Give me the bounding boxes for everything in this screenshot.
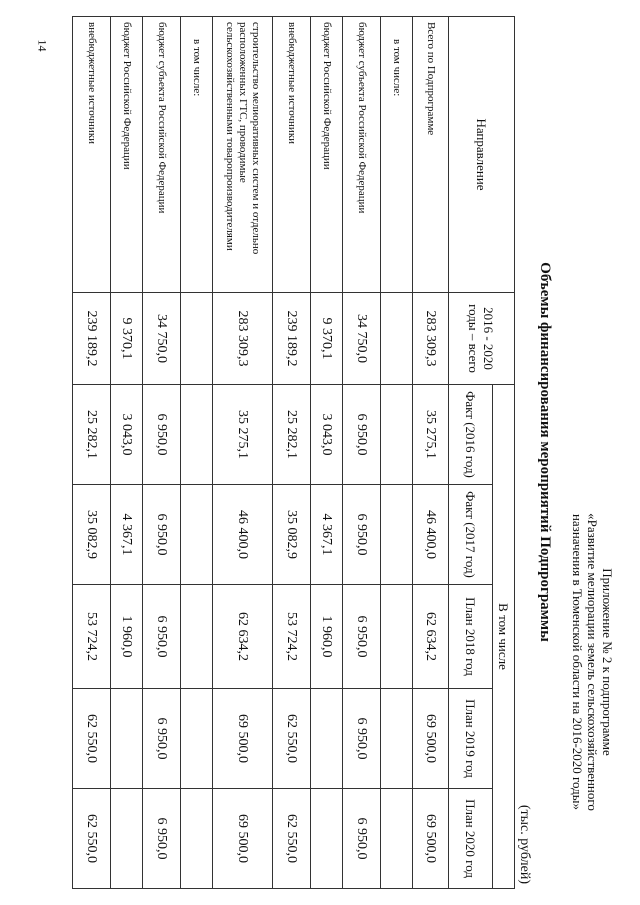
header-direction: Направление xyxy=(449,17,515,293)
cell-2020: 6 950,0 xyxy=(143,789,181,889)
table-row xyxy=(73,17,111,889)
cell-2019: 62 550,0 xyxy=(73,689,111,789)
row-label: в том числе: xyxy=(381,17,413,293)
cell-2017 xyxy=(381,485,413,585)
cell-2019 xyxy=(381,689,413,789)
row-label: бюджет Российской Федерации xyxy=(311,17,343,293)
row-label: внебюджетные источники xyxy=(273,17,311,293)
cell-2017: 6 950,0 xyxy=(143,485,181,585)
cell-2018: 53 724,2 xyxy=(73,585,111,689)
row-label: строительство мелиоративных систем и отдельно расположенных ГТС, проводимые сельскохозяйственными товаропроизводителями xyxy=(213,17,273,293)
cell-total: 239 189,2 xyxy=(73,293,111,385)
cell-2017: 4 367,1 xyxy=(111,485,143,585)
cell-2020: 6 950,0 xyxy=(343,789,381,889)
cell-2020 xyxy=(311,789,343,889)
cell-2018: 53 724,2 xyxy=(273,585,311,689)
cell-2016 xyxy=(181,385,213,485)
cell-2017 xyxy=(181,485,213,585)
cell-2018: 6 950,0 xyxy=(143,585,181,689)
cell-2016: 6 950,0 xyxy=(143,385,181,485)
table-row xyxy=(381,17,413,889)
cell-2019 xyxy=(111,689,143,789)
row-label: бюджет субъекта Российской Федерации xyxy=(143,17,181,293)
cell-2018: 62 634,2 xyxy=(413,585,449,689)
cell-2020 xyxy=(381,789,413,889)
cell-total: 34 750,0 xyxy=(143,293,181,385)
cell-2016: 3 043,0 xyxy=(111,385,143,485)
row-label: внебюджетные источники xyxy=(73,17,111,293)
cell-2020 xyxy=(181,789,213,889)
cell-total: 239 189,2 xyxy=(273,293,311,385)
row-label: в том числе: xyxy=(181,17,213,293)
document-title: Объемы финансирования мероприятий Подпрограммы xyxy=(537,262,553,642)
cell-2016: 3 043,0 xyxy=(311,385,343,485)
cell-2020: 69 500,0 xyxy=(213,789,273,889)
cell-2016: 35 275,1 xyxy=(213,385,273,485)
cell-2016 xyxy=(381,385,413,485)
appendix-line-2: «Развитие мелиорации земель сельскохозяйственного xyxy=(585,513,600,811)
row-label: бюджет Российской Федерации xyxy=(111,17,143,293)
cell-2019: 6 950,0 xyxy=(143,689,181,789)
cell-2018: 1 960,0 xyxy=(311,585,343,689)
cell-2017: 35 082,9 xyxy=(73,485,111,585)
cell-2018: 6 950,0 xyxy=(343,585,381,689)
cell-2016: 6 950,0 xyxy=(343,385,381,485)
rotated-page-content xyxy=(75,16,615,888)
cell-2017: 46 400,0 xyxy=(213,485,273,585)
table-row xyxy=(311,17,343,889)
header-year-2017: Факт (2017 год) xyxy=(449,485,493,585)
table-row xyxy=(343,17,381,889)
cell-total: 34 750,0 xyxy=(343,293,381,385)
cell-2019: 6 950,0 xyxy=(343,689,381,789)
header-year-2018: План 2018 год xyxy=(449,585,493,689)
cell-2017: 4 367,1 xyxy=(311,485,343,585)
cell-2019: 69 500,0 xyxy=(413,689,449,789)
header-year-2019: План 2019 год xyxy=(449,689,493,789)
cell-2017: 6 950,0 xyxy=(343,485,381,585)
cell-2016: 25 282,1 xyxy=(273,385,311,485)
cell-2020 xyxy=(111,789,143,889)
cell-2018 xyxy=(181,585,213,689)
cell-2019: 62 550,0 xyxy=(273,689,311,789)
table-row xyxy=(181,17,213,889)
header-year-2016: Факт (2016 год) xyxy=(449,385,493,485)
appendix-line-3: назначения в Тюменской области на 2016-2020 годы» xyxy=(570,513,585,811)
header-year-2020: План 2020 год xyxy=(449,789,493,889)
table-row xyxy=(413,17,449,889)
header-including: В том числе xyxy=(493,385,515,889)
table-row xyxy=(273,17,311,889)
funding-table xyxy=(72,16,515,889)
table-row xyxy=(111,17,143,889)
page-number: 14 xyxy=(35,39,50,52)
cell-2016: 35 275,1 xyxy=(413,385,449,485)
row-label: Всего по Подпрограмме xyxy=(413,17,449,293)
cell-total: 9 370,1 xyxy=(311,293,343,385)
cell-2019 xyxy=(181,689,213,789)
cell-total: 9 370,1 xyxy=(111,293,143,385)
cell-total: 283 309,3 xyxy=(213,293,273,385)
cell-2020: 69 500,0 xyxy=(413,789,449,889)
table-row xyxy=(143,17,181,889)
cell-2018: 62 634,2 xyxy=(213,585,273,689)
row-label: бюджет субъекта Российской Федерации xyxy=(343,17,381,293)
units-label: (тыс. рублей) xyxy=(517,804,532,884)
cell-2019: 69 500,0 xyxy=(213,689,273,789)
appendix-line-1: Приложение № 2 к подпрограмме xyxy=(600,568,615,756)
cell-total xyxy=(381,293,413,385)
cell-total xyxy=(181,293,213,385)
cell-2018: 1 960,0 xyxy=(111,585,143,689)
cell-2017: 35 082,9 xyxy=(273,485,311,585)
appendix-header xyxy=(570,442,615,882)
cell-2018 xyxy=(381,585,413,689)
cell-total: 283 309,3 xyxy=(413,293,449,385)
cell-2017: 46 400,0 xyxy=(413,485,449,585)
cell-2020: 62 550,0 xyxy=(273,789,311,889)
cell-2016: 25 282,1 xyxy=(73,385,111,485)
table-row xyxy=(213,17,273,889)
cell-2019 xyxy=(311,689,343,789)
cell-2020: 62 550,0 xyxy=(73,789,111,889)
header-total: 2016 - 2020 годы – всего xyxy=(449,293,515,385)
